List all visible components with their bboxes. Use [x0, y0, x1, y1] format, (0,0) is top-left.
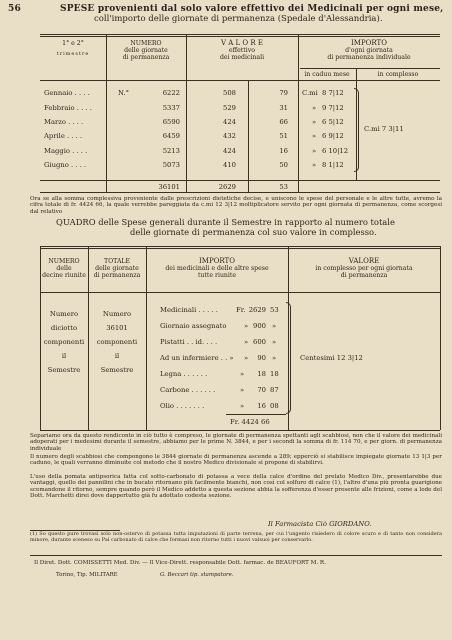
col-valore2-header: VALORE in complesso per ogni giornata di permanenza: [315, 257, 413, 279]
col-totale-header: TOTALE delle giornate di permanenza: [93, 258, 141, 279]
table2-subtitle: delle giornate di permanenza col suo valore in complesso.: [130, 227, 377, 237]
complesso-value: C.mi 7 3|11: [364, 125, 404, 133]
col-complesso-subheader: in complesso: [377, 71, 419, 78]
brace-icon: [286, 302, 291, 414]
col-importo-header: IMPORTO d'ogni giornata di permanenza individuale: [327, 39, 411, 61]
paragraph-numero: Il numero degli scabbiosi che compongono le 3844 giornate di permanenza ascende a 289; epperciò si stabilisce impiegate giornate 13 1|3 per caduno, le quali verranno diminuite col metodo che il nostro Medico divisionale si propone di stabilirvi.: [30, 454, 442, 467]
page-number: 56: [8, 4, 21, 14]
col-valore-header: V A L O R E effettivo dei medicinali: [219, 39, 265, 61]
footnote: (1) So questo pure trovasi solo non-ostervo di potassa tutta imputazioni di parte terrena, per cui l'ungento risiedero di colore scuro e di tanto non considera minore, durante sceneso su Pal carbonato di calce che formasi non ritorno tutti i nuovi valsuoi per conservarlo.: [30, 531, 442, 543]
valore-complesso: Centesimi 12 3|12: [300, 354, 363, 362]
footer-typographer: G. Beccari tip. stampatore.: [160, 572, 234, 578]
note-text: Ora se alla somma complessiva proveniente dalle prescrizioni dietetiche decise, e uniscono le spese del personale e le altre tutte, avremo la cifra totale di fr. 4424 66, la quale verrebbe pareggiata da c.mi 12 3|12 moltiplicatore servito per ogni giornata di permanenza, come scorgesi dal relativo: [30, 196, 442, 215]
col-giornate-header: NUMERO delle giornate di permanenza: [122, 40, 170, 61]
paragraph-pomata: L'uso della pomata antipsorica fatta col sotto-carbonato di potassa a vece della calce d'ordine del prelato Medico Div., presentarebbe due vantaggi, quello dei pannilini che in bucato ritornano più facilmente bianchi, non così col solfuro di calce (1), l'altro d'una più pronta guarigione scemandone il ritorno, sempre quando però il Medico addetto a questa sezione abbia la sofferenza d'esser presente alle frizioni, come a lode del Dott. Marchetti direi dove dappertutto già fu adottato codesta sezione.: [30, 474, 442, 500]
col-decine-header: NUMERO delle decine riunite: [42, 258, 86, 279]
total-giornate: 36101: [158, 183, 180, 191]
footer-printer: Torino, Tip. MILITARE: [56, 572, 118, 578]
col-importo2-header: IMPORTO dei medicinali e delle altre spese tutte riunite: [165, 257, 269, 279]
table-title: SPESE provenienti dal solo valore effettivo dei Medicinali per ogni mese,: [60, 4, 444, 14]
table2-title: QUADRO delle Spese generali durante il Semestre in rapporto al numero totale: [56, 217, 395, 227]
brace-icon: [354, 88, 359, 172]
col-trimestre-header: 1° e 2° trimestre: [56, 40, 90, 57]
table-subtitle: coll'importo delle giornate di permanenza (Spedale d'Alessandria).: [94, 14, 383, 24]
col-mese-subheader: in caduu mese: [304, 71, 350, 78]
total-lire: 2629: [218, 183, 236, 191]
document-page: 56 SPESE provenienti dal solo valore effettivo dei Medicinali per ogni mese, coll'importo delle giornate di permanenza (Spedale d'Alessandria). 1° e 2° trimestre NUMERO delle giornate di permanenza V A L O R E effettivo dei medicinali IMPORTO d'ogni giornata di permanenza individuale in caduu mese in complesso Gennaio . . . . N.° 6222 508 79 C.mi 8 7|12 Febbraio . . . . 5337 529 31 » 9 7|12 Marzo . . . . 6590 424 66 » 6 5|12 Aprile . . . . 6459 432 51 » 6 9|12 Maggio . . . . 5213 424 16 » 6 10|12 Giugno . . . . 5073 410 50 » 8 1|12 C.mi 7 3|11 36101 2629 53 Ora se alla somma complessiva proveniente dalle prescrizioni dietetiche decise, e uniscono le spese del personale e le altre tutte, avremo la cifra totale di fr. 4424 66, la quale verrebbe pareggiata da c.mi 12 3|12 moltiplicatore servito per ogni giornata di permanenza, come scorgesi dal relativo QUADRO delle Spese generali durante il Semestre in rapporto al numero totale delle giornate di permanenza col suo valore in complesso. NUMERO delle decine riunite TOTALE delle giornate di permanenza IMPORTO dei medicinali e delle altre spese tutte riunite VALORE in complesso per ogni giornata di permanenza Numero diciotto componenti il Semestre Numero 36101 componenti il Semestre Medicinali . . . . . Fr. 2629 53 Giornaio assegnato » 900 » Pistatti . . id. . . . » 600 » Ad un infermiere . . » » 90 » Legna . . . . . . » 18 18 Carbone . . . . . . » 70 87 Olio . . . . . . . » 16 08 Fr. 4424 66 Centesimi 12 3|12 Separiamo ora da questo rendiconto in ciò tutto è compreso, le giornate di permanenza spettanti agli scabbiosi, non che il valore dei medicinali adoperati per i medesimi durante il semestre, abbiamo per le prime N. 3844, e per i secondi la somma di fr. 114 70, e per giorn. di permanenza individuale Il numero degli scabbiosi che compongono le 3844 giornate di permanenza ascende a 289; epperciò si stabilisce impiegate giornate 13 1|3 per caduno, le quali verranno diminuite col metodo che il nostro Medico divisionale si propone di stabilirvi. L'uso della pomata antipsorica fatta col sotto-carbonato di potassa a vece della calce d'ordine del prelato Medico Div., presentarebbe due vantaggi, quello dei pannilini che in bucato ritornano più facilmente bianchi, non così col solfuro di calce (1), l'altro d'una più pronta guarigione scemandone il ritorno, sempre quando però il Medico addetto a questa sezione abbia la sofferenza d'esser presente alle frizioni, come a lode del Dott. Marchetti direi dove dappertutto già fu adottato codesta sezione. Il Farmacista Ciò GIORDANO. (1) So questo pure trovasi solo non-ostervo di potassa tutta imputazioni di parte terrena, per cui l'ungento risiedero di colore scuro e di tanto non considera minore, durante sceneso su Pal carbonato di calce che formasi non ritorno tutti i nuovi valsuoi per conservarlo. Il Diret. Dott. COMISSETTI Med. Div. — Il Vice-Dirett. responsabile Dott. farmac. de BEAUFORT M. R. Torino, Tip. MILITARE G. Beccari tip. stampatore.: [8, 4, 444, 578]
table2-total: Fr. 4424 66: [230, 418, 270, 426]
signature: Il Farmacista Ciò GIORDANO.: [268, 520, 372, 528]
footer-directors: Il Diret. Dott. COMISSETTI Med. Div. — Il Vice-Dirett. responsabile Dott. farmac. de BEAUFORT M. R.: [34, 560, 326, 566]
paragraph-scabbiosi: Separiamo ora da questo rendiconto in ciò tutto è compreso, le giornate di permanenza spettanti agli scabbiosi, non che il valore dei medicinali adoperati per i medesimi durante il semestre, abbiamo per le prime N. 3844, e per i secondi la somma di fr. 114 70, e per giorn. di permanenza individuale: [30, 433, 442, 452]
total-cent: 53: [279, 183, 288, 191]
